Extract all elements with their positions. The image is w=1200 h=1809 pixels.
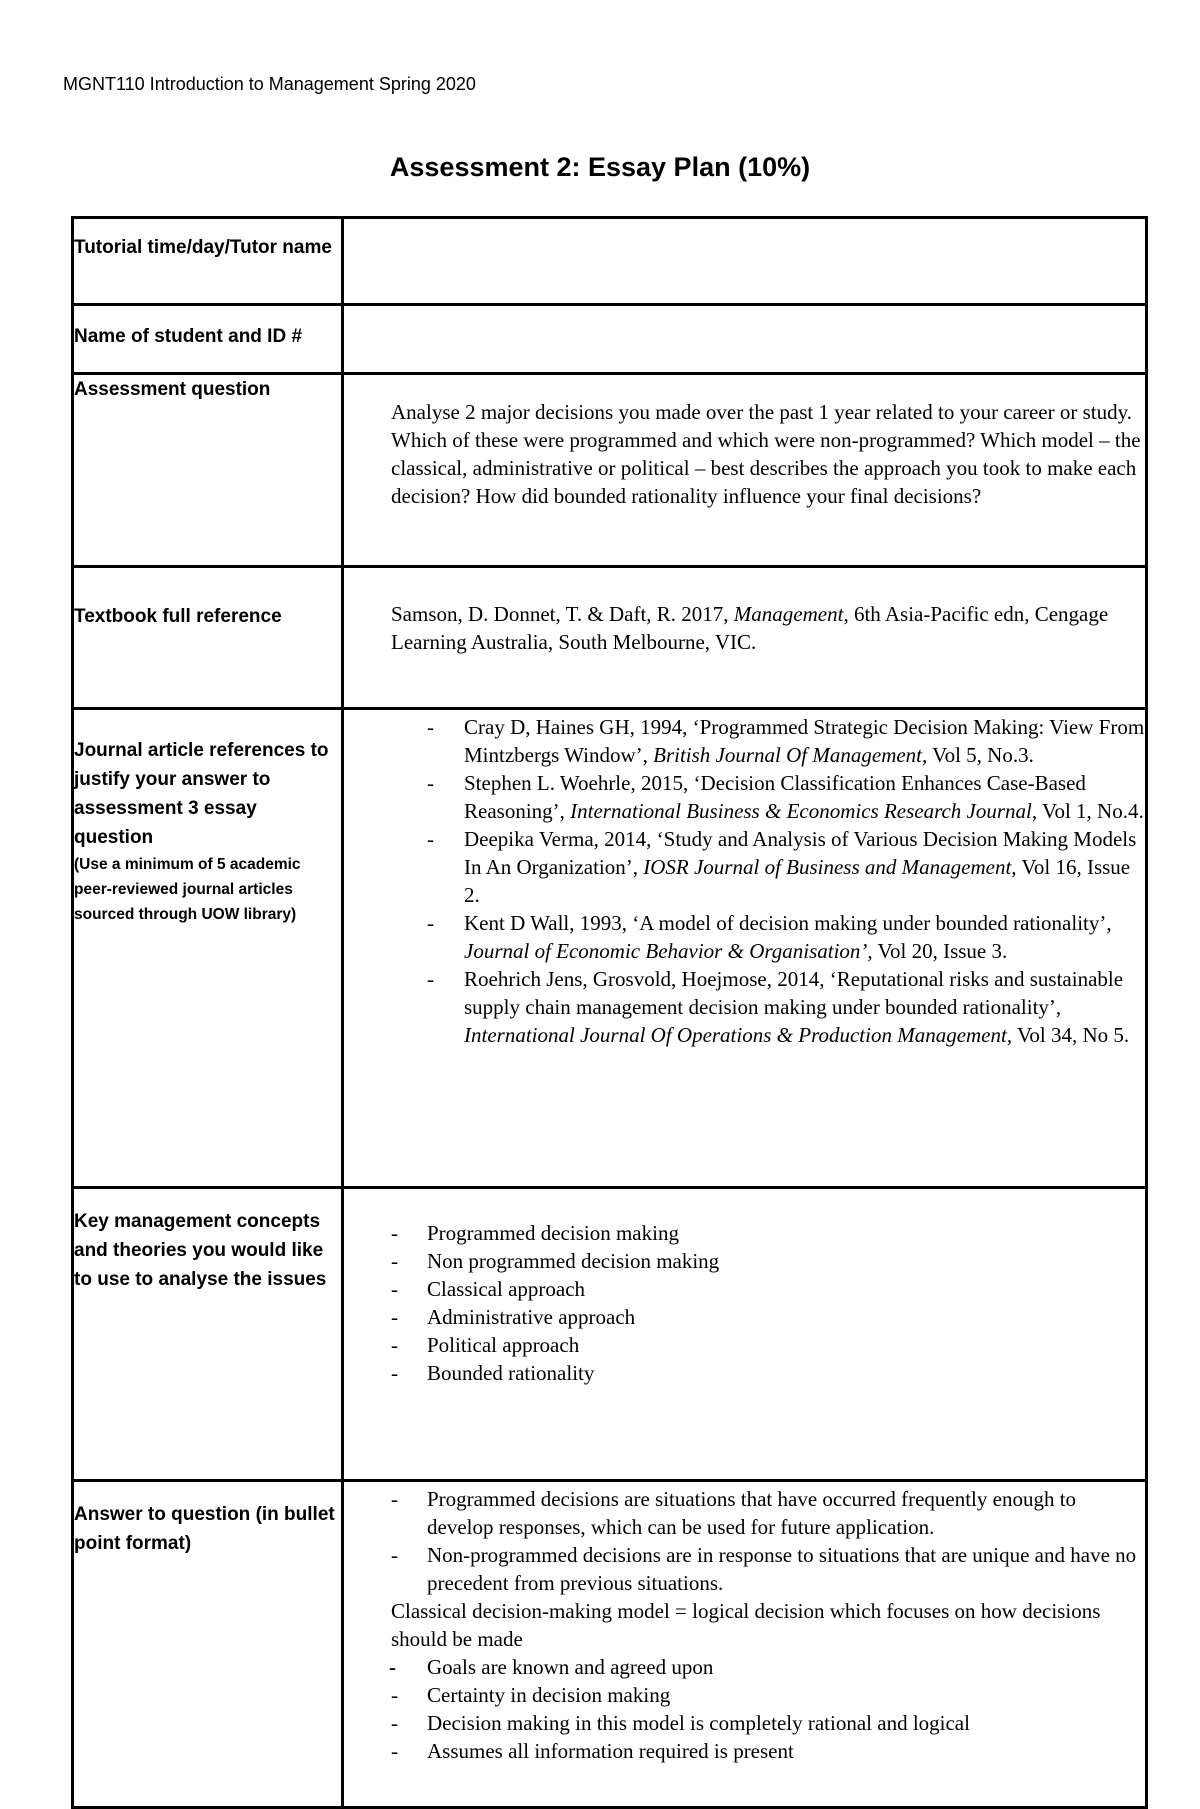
list-item: - Certainty in decision making (391, 1683, 671, 1707)
bullet-dash: - (427, 911, 434, 935)
table-row (73, 1481, 1147, 1808)
answer-bullets-top (344, 1485, 1145, 1597)
list-item: - Political approach (391, 1333, 580, 1357)
page-title: Assessment 2: Essay Plan (10%) (389, 152, 811, 182)
list-item: - Decision making in this model is completely rational and logical (391, 1711, 970, 1735)
bullet-dash: - (427, 771, 434, 795)
list-item: - Programmed decisions are situations that have occurred frequently enough to develop responses, which can be used for future application. (391, 1487, 1077, 1539)
table-row (73, 374, 1147, 567)
concepts-cell (343, 1188, 1147, 1481)
list-item: - Administrative approach (391, 1305, 636, 1329)
student-label: Name of student and ID # (73, 305, 343, 374)
tutor-label: Tutorial time/day/Tutor name (73, 218, 343, 305)
journal-reference-list (344, 710, 1145, 1049)
journal-sublabel: (Use a minimum of 5 academic peer-reviewed journal articles sourced through UOW library) (74, 856, 301, 923)
question-text: Analyse 2 major decisions you made over the past 1 year related to your career or study. Which of these were programmed and which were non-programmed? Which model – the classical, administrative or political – best describes the approach you took to make each decision? How did bounded rationality influence your final decisions? (391, 400, 1141, 508)
list-item: - Classical approach (391, 1277, 586, 1301)
tutor-field[interactable] (343, 218, 1147, 305)
table-row (73, 709, 1147, 1188)
list-item: - Cray D, Haines GH, 1994, ‘Programmed Strategic Decision Making: View From Mintzbergs Window’, British Journal Of Management, Vol 5, No.3. (427, 715, 1145, 767)
journal-label-text: Journal article references to justify your answer to assessment 3 essay question (74, 740, 329, 848)
journal-cell (343, 709, 1147, 1188)
answer-bullets-bottom (344, 1653, 1145, 1765)
student-field[interactable] (343, 305, 1147, 374)
answer-cell (343, 1481, 1147, 1808)
bullet-dash: - (427, 715, 434, 739)
question-label: Assessment question (73, 374, 343, 567)
concepts-list (344, 1189, 1145, 1387)
textbook-reference: Samson, D. Donnet, T. & Daft, R. 2017, Management, 6th Asia-Pacific edn, Cengage Learning Australia, South Melbourne, VIC. (391, 602, 1109, 654)
question-cell (343, 374, 1147, 567)
answer-content (344, 1482, 1145, 1765)
concepts-label: Key management concepts and theories you would like to use to analyse the issues (73, 1188, 343, 1481)
table-row (73, 218, 1147, 305)
answer-label: Answer to question (in bullet point format) (73, 1481, 343, 1808)
textbook-cell (343, 567, 1147, 709)
list-item: - Deepika Verma, 2014, ‘Study and Analysis of Various Decision Making Models In An Organization’, IOSR Journal of Business and Management, Vol 16, Issue 2. (427, 827, 1137, 907)
list-item: - Non-programmed decisions are in response to situations that are unique and have no precedent from previous situations. (391, 1543, 1137, 1595)
bullet-dash: - (427, 827, 434, 851)
course-header: MGNT110 Introduction to Management Spring 2020 (63, 74, 476, 94)
bullet-dash: - (427, 967, 434, 991)
list-item: - Stephen L. Woehrle, 2015, ‘Decision Classification Enhances Case-Based Reasoning’, International Business & Economics Research Journal, Vol 1, No.4. (427, 771, 1144, 823)
list-item: - Roehrich Jens, Grosvold, Hoejmose, 2014, ‘Reputational risks and sustainable supply chain management decision making under bounded rationality’, International Journal Of Operations & Production Management, Vol 34, No 5. (427, 967, 1130, 1047)
list-item: - Assumes all information required is present (391, 1739, 794, 1763)
list-item: - Non programmed decision making (391, 1249, 720, 1273)
list-item: - Kent D Wall, 1993, ‘A model of decision making under bounded rationality’, Journal of Economic Behavior & Organisation’, Vol 20, Issue 3. (427, 911, 1112, 963)
table-row (73, 1188, 1147, 1481)
list-item: - Bounded rationality (391, 1361, 595, 1385)
table-row (73, 567, 1147, 709)
table-row (73, 305, 1147, 374)
answer-paragraph: Classical decision-making model = logical decision which focuses on how decisions should be made (391, 1599, 1101, 1651)
textbook-label: Textbook full reference (73, 567, 343, 709)
essay-plan-table (71, 216, 1148, 1809)
list-item: - Programmed decision making (391, 1221, 679, 1245)
journal-label (73, 709, 343, 1188)
list-item: - Goals are known and agreed upon (389, 1655, 714, 1679)
